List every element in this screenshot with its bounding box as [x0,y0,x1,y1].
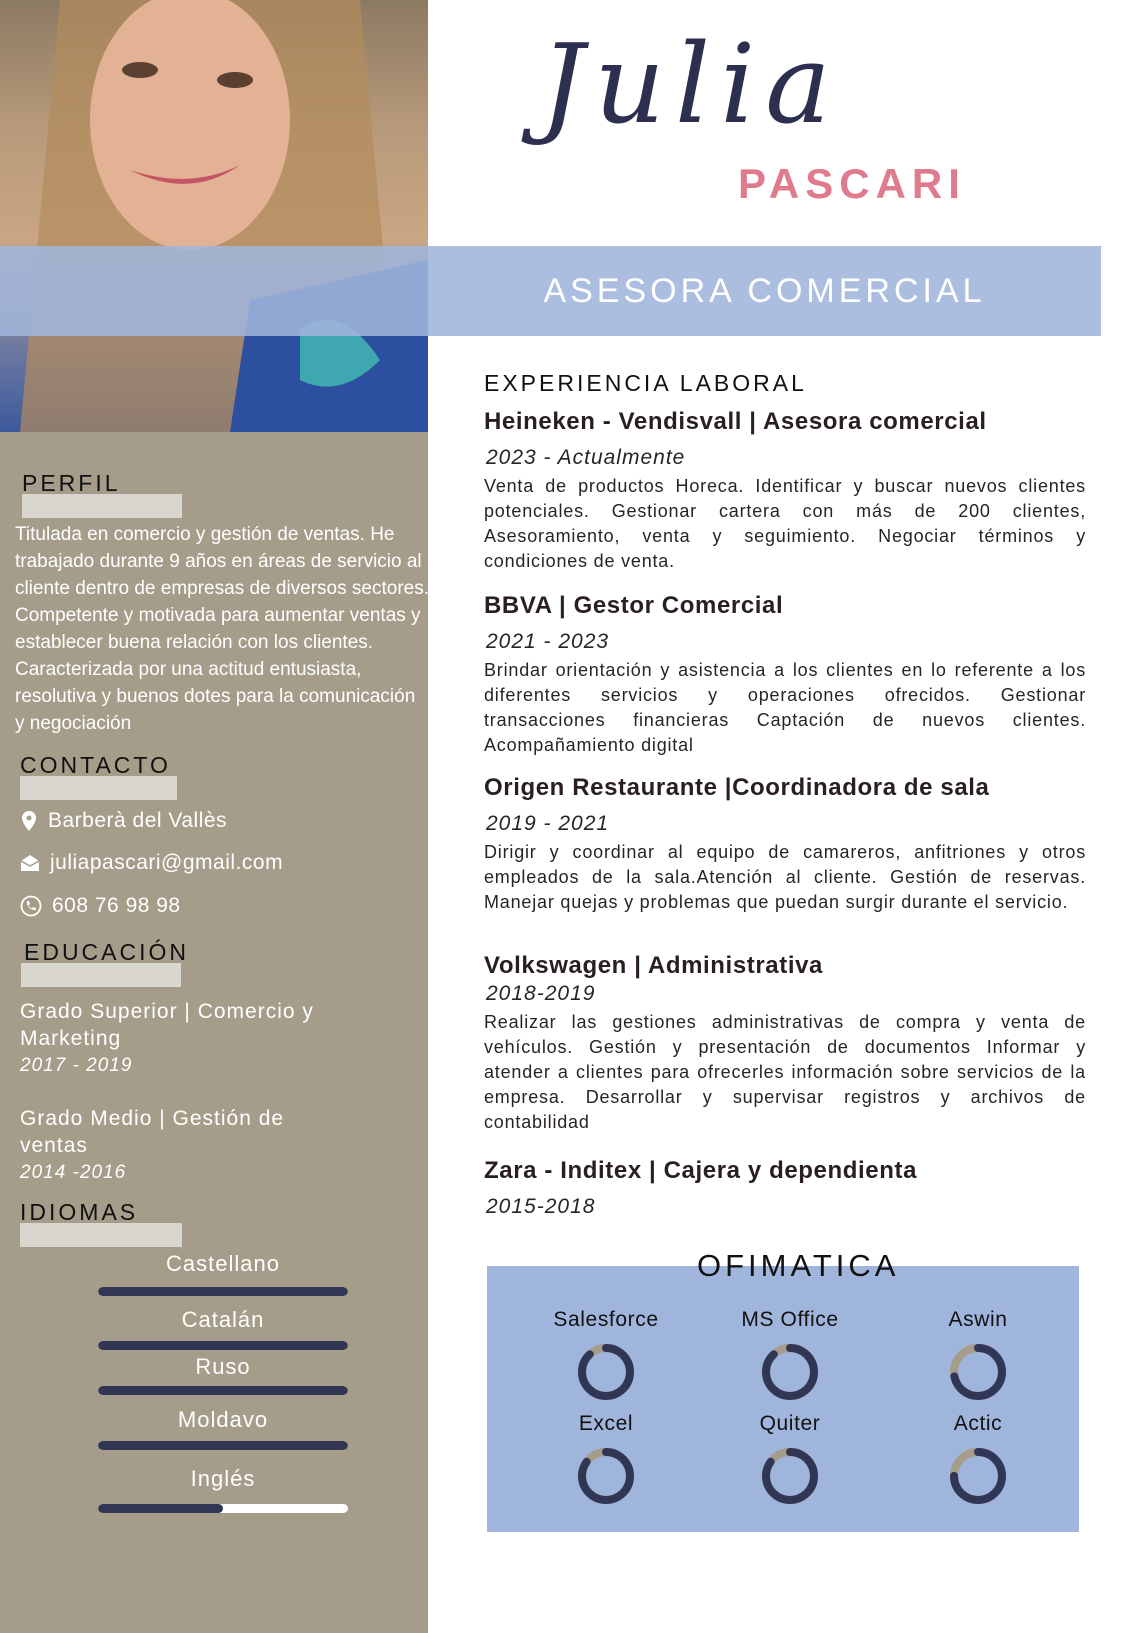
contact-location [20,809,227,833]
language-name: Catalán [181,1307,265,1332]
skill-donut [948,1446,1008,1506]
skill-donut [576,1342,636,1402]
experience-dates: 2018-2019 [486,982,596,1005]
language-item [98,1407,348,1433]
experience-title: BBVA | Gestor Comercial [484,592,784,619]
experience-dates: 2019 - 2021 [486,812,610,835]
last-name: PASCARI [738,160,966,207]
experience-description: Realizar las gestiones administrativas de compra y venta de vehículos. Gestión y presentación de documentos Informar y atender a clientes para ofrecerles información sobre servicios de la empresa. Desarrollar y supervisar registros y archivos de contabilidad [484,1012,1086,1132]
education-title: Grado Superior | Comercio y Marketing [20,1000,314,1050]
phone-icon [20,895,42,917]
experience-dates: 2023 - Actualmente [486,446,686,469]
experience-dates: 2015-2018 [486,1195,596,1218]
language-level-fill [98,1287,348,1296]
education-item [20,1105,350,1186]
phone-link[interactable]: 608 76 98 98 [52,894,181,917]
skill-name: Actic [953,1412,1003,1435]
profile-heading: PERFIL [22,470,121,497]
skill-donut [760,1342,820,1402]
experience-description: Dirigir y coordinar al equipo de camareros, anfitriones y otros empleados de la sala.Atención al cliente. Gestión de reservas. Manejar quejas y problemas que puedan surgir durante el servicio. [484,842,1086,912]
contact-email[interactable] [20,851,283,875]
language-item [98,1466,348,1492]
language-name: Moldavo [177,1407,269,1432]
experience-item [484,592,1086,758]
skill-item [516,1308,696,1402]
contact-heading: CONTACTO [20,752,171,779]
skill-name: Excel [578,1412,634,1435]
skill-donut-fill [766,1348,814,1396]
skill-donut-fill [582,1452,630,1500]
skill-donut-fill [582,1348,630,1396]
location-text: Barberà del Vallès [48,809,228,832]
location-pin-icon [20,810,38,832]
language-level-bar [98,1504,348,1513]
experience-title: Origen Restaurante |Coordinadora de sala [484,774,990,801]
language-level-fill [98,1504,223,1513]
language-item [98,1354,348,1380]
language-level-bar [98,1287,348,1296]
skill-name: MS Office [741,1308,839,1331]
experience-heading: EXPERIENCIA LABORAL [484,370,807,396]
first-name-signature: Julia [540,20,841,148]
education-dates: 2014 -2016 [20,1162,127,1183]
skill-donut [948,1342,1008,1402]
ofimatica-heading: OFIMATICA [697,1248,900,1283]
skill-item [888,1412,1068,1506]
skill-donut [576,1446,636,1506]
language-item [98,1307,348,1333]
language-level-fill [98,1386,348,1395]
email-link[interactable]: juliapascari@gmail.com [50,851,284,874]
language-name: Ruso [195,1354,251,1379]
education-title: Grado Medio | Gestión de ventas [20,1107,285,1157]
skill-item [888,1308,1068,1402]
experience-title: Heineken - Vendisvall | Asesora comercial [484,408,987,435]
contact-phone[interactable] [20,894,181,918]
skill-name: Quiter [759,1412,821,1435]
skill-name: Salesforce [553,1308,659,1331]
skill-donut [760,1446,820,1506]
experience-title: Volkswagen | Administrativa [484,952,824,979]
language-name: Inglés [190,1466,256,1491]
language-item [98,1251,348,1277]
education-dates: 2017 - 2019 [20,1055,133,1076]
profile-photo [0,0,428,432]
experience-description: Brindar orientación y asistencia a los clientes en lo referente a los diferentes servicios y operaciones ofrecidos. Gestionar transacciones financieras Captación de nuevos clientes. Acompañamiento digital [484,660,1086,755]
experience-title: Zara - Inditex | Cajera y dependienta [484,1157,918,1184]
language-level-bar [98,1386,348,1395]
experience-item [484,774,1086,915]
profile-text: Titulada en comercio y gestión de ventas. He trabajado durante 9 años en áreas de servicio al cliente dentro de empresas de diversos sectores. Competente y motivada para aumentar ventas y establecer buena relación con los clientes. Caracterizada por una actitud entusiasta, resolutiva y buenos dotes para la comunicación y negociación [15,524,429,734]
skill-item [700,1412,880,1506]
education-item [20,998,350,1079]
education-heading: EDUCACIÓN [24,939,189,966]
skill-item [700,1308,880,1402]
language-level-fill [98,1341,348,1350]
experience-dates: 2021 - 2023 [486,630,610,653]
job-title: ASESORA COMERCIAL [543,271,986,310]
skill-name: Aswin [948,1308,1008,1331]
language-level-bar [98,1441,348,1450]
experience-item [484,1157,1086,1223]
languages-heading: IDIOMAS [20,1199,138,1226]
experience-item [484,408,1086,574]
skill-donut-fill [766,1452,814,1500]
experience-item [484,952,1086,1135]
language-level-fill [98,1441,348,1450]
language-level-bar [98,1341,348,1350]
experience-description: Venta de productos Horeca. Identificar y buscar nuevos clientes potenciales. Gestionar cartera con más de 200 clientes, Asesoramiento, venta y seguimiento. Negociar términos y condiciones de venta. [484,476,1086,571]
envelope-icon [20,854,40,872]
language-name: Castellano [166,1251,280,1276]
skill-item [516,1412,696,1506]
